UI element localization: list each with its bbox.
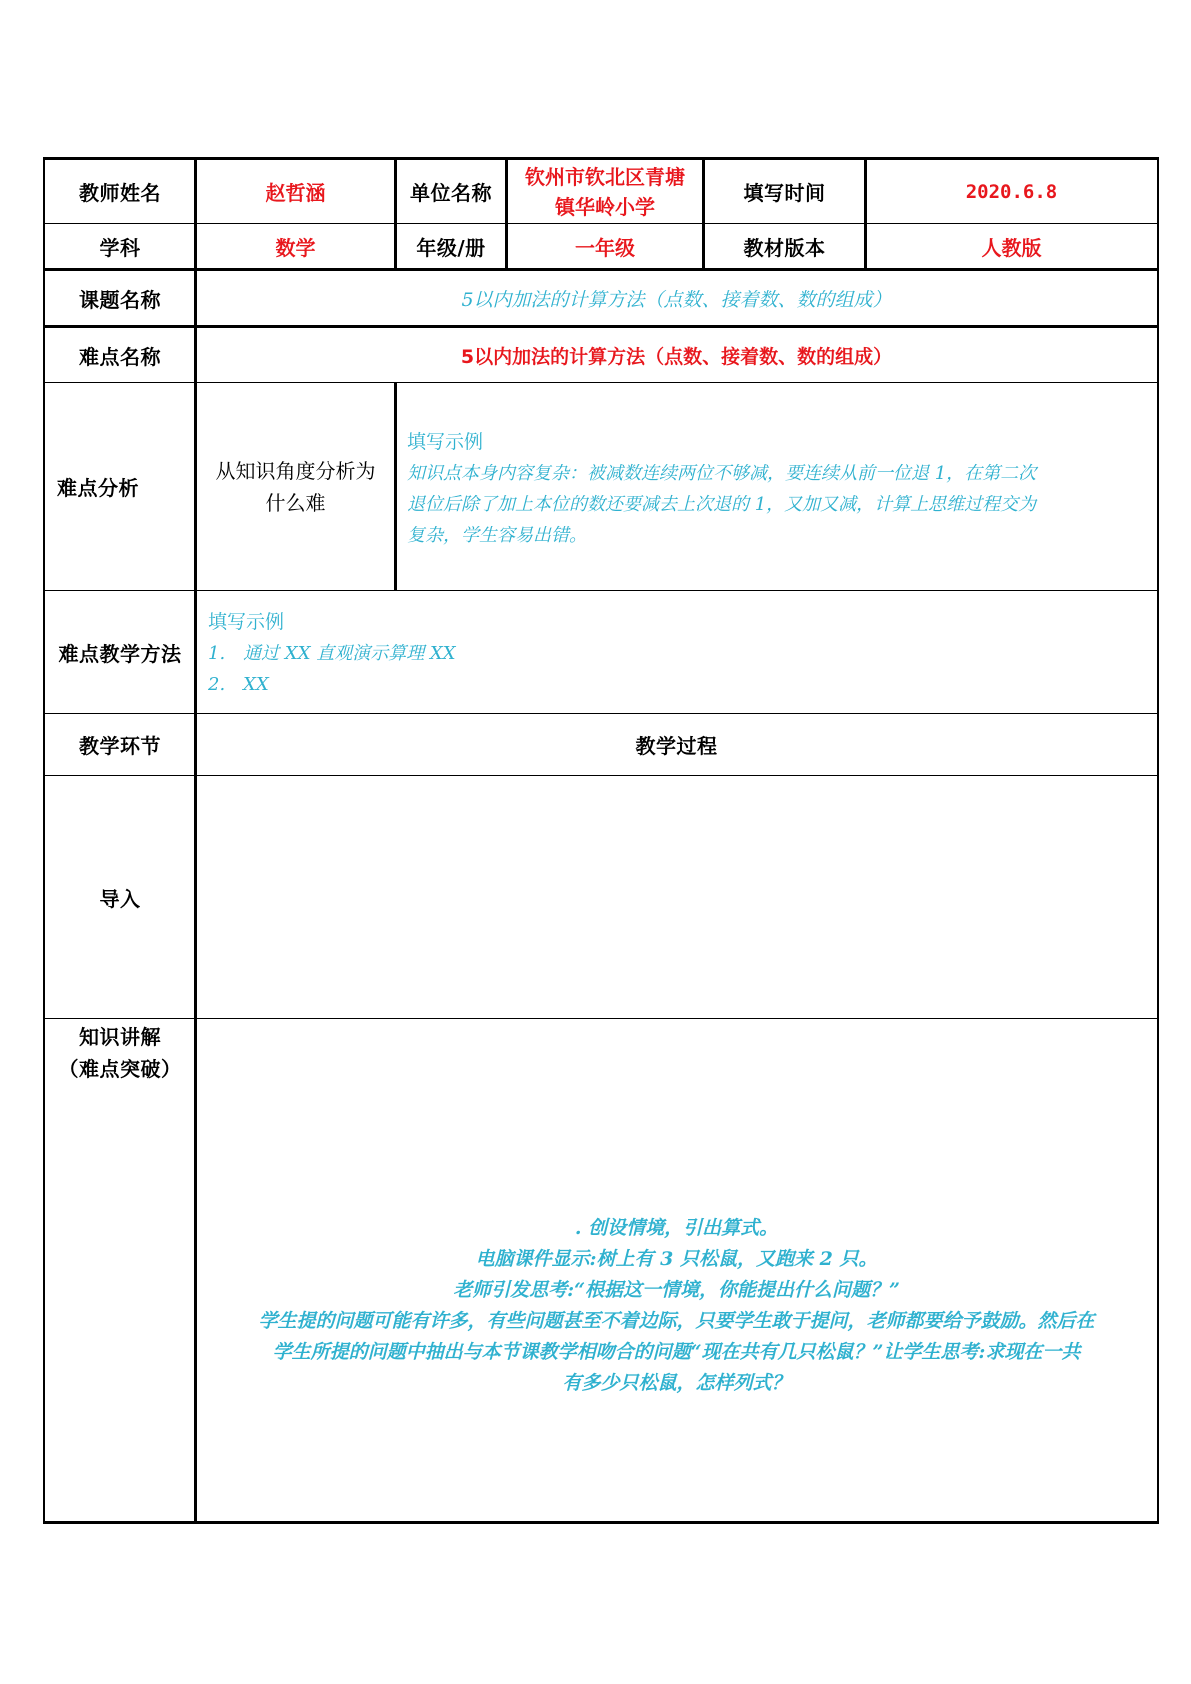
explain-line-4: 学生提的问题可能有许多，有些问题甚至不着边际，只要学生敢于提问，老师都要给予鼓励。然后在	[258, 1310, 1095, 1332]
unit-line-2: 镇华岭小学	[555, 194, 655, 219]
method-label: 难点教学方法	[58, 641, 182, 666]
difficulty-row	[43, 325, 1159, 382]
topic-row	[43, 268, 1159, 325]
edition-label: 教材版本	[743, 235, 826, 260]
analysis-sub-label-line-1: 从知识角度分析为	[215, 458, 376, 483]
explain-label-line-1: 知识讲解	[79, 1025, 161, 1049]
explain-line-1: . 创设情境，引出算式。	[574, 1217, 779, 1239]
explain-line-5: 学生所提的问题中抽出与本节课教学相吻合的问题“现在共有几只松鼠？”让学生思考:求现在一共	[272, 1341, 1081, 1363]
intro-label: 导入	[99, 886, 141, 911]
analysis-label: 难点分析	[57, 476, 139, 500]
explain-line-3: 老师引发思考:“根据这一情境，你能提出什么问题？”	[453, 1279, 900, 1301]
analysis-text-line-2: 退位后除了加上本位的数还要减去上次退的 1，又加又减，计算上思维过程交为	[407, 494, 1037, 515]
analysis-sub-label-line-2: 什么难	[265, 490, 326, 515]
grade-label: 年级/册	[416, 235, 486, 260]
fill-time-label: 填写时间	[743, 181, 826, 205]
explain-label	[45, 1019, 195, 1521]
explain-label-line-2: （难点突破）	[58, 1057, 182, 1081]
edition-value: 人教版	[981, 235, 1042, 260]
difficulty-label: 难点名称	[79, 344, 161, 369]
lesson-plan-table	[43, 157, 1159, 1524]
method-item-2: 2. XX	[208, 674, 269, 695]
fill-time-value: 2020.6.8	[965, 180, 1058, 203]
analysis-row	[43, 382, 1159, 590]
difficulty-value: 5以内加法的计算方法（点数、接着数、数的组成）	[460, 345, 893, 368]
analysis-sub-label	[196, 383, 395, 590]
method-row	[43, 590, 1159, 713]
explain-line-6: 有多少只松鼠，怎样列式？	[562, 1372, 791, 1394]
grade-value: 一年级	[575, 235, 635, 260]
header-row-1	[43, 157, 1159, 223]
topic-value: 5以内加法的计算方法（点数、接着数、数的组成）	[461, 288, 892, 311]
process-header-row	[43, 713, 1159, 775]
unit-value	[507, 160, 703, 223]
method-item-1: 1. 通过 XX 直观演示算理 XX	[208, 643, 456, 664]
unit-line-1: 钦州市钦北区青塘	[525, 164, 685, 189]
intro-content	[196, 776, 1157, 1018]
teacher-name-label: 教师姓名	[79, 181, 161, 205]
method-example-title: 填写示例	[208, 611, 285, 633]
explain-content	[196, 1019, 1157, 1521]
header-row-2	[43, 223, 1159, 268]
analysis-text-line-1: 知识点本身内容复杂：被减数连续两位不够减，要连续从前一位退 1，在第二次	[407, 463, 1037, 484]
unit-label: 单位名称	[410, 181, 492, 205]
intro-row	[43, 775, 1159, 1018]
explain-row	[43, 1018, 1159, 1524]
topic-label: 课题名称	[79, 287, 161, 312]
analysis-example-title: 填写示例	[407, 431, 484, 453]
explain-line-2: 电脑课件显示:树上有 3 只松鼠，又跑来 2 只。	[475, 1248, 878, 1270]
subject-label: 学科	[99, 235, 141, 260]
process-section-label: 教学环节	[79, 734, 161, 758]
analysis-content	[396, 383, 1157, 590]
analysis-text-line-3: 复杂，学生容易出错。	[407, 525, 587, 546]
method-content	[196, 591, 1157, 713]
subject-value: 数学	[275, 235, 316, 260]
teacher-name-value: 赵哲涵	[265, 181, 326, 205]
process-header-value: 教学过程	[635, 734, 718, 758]
